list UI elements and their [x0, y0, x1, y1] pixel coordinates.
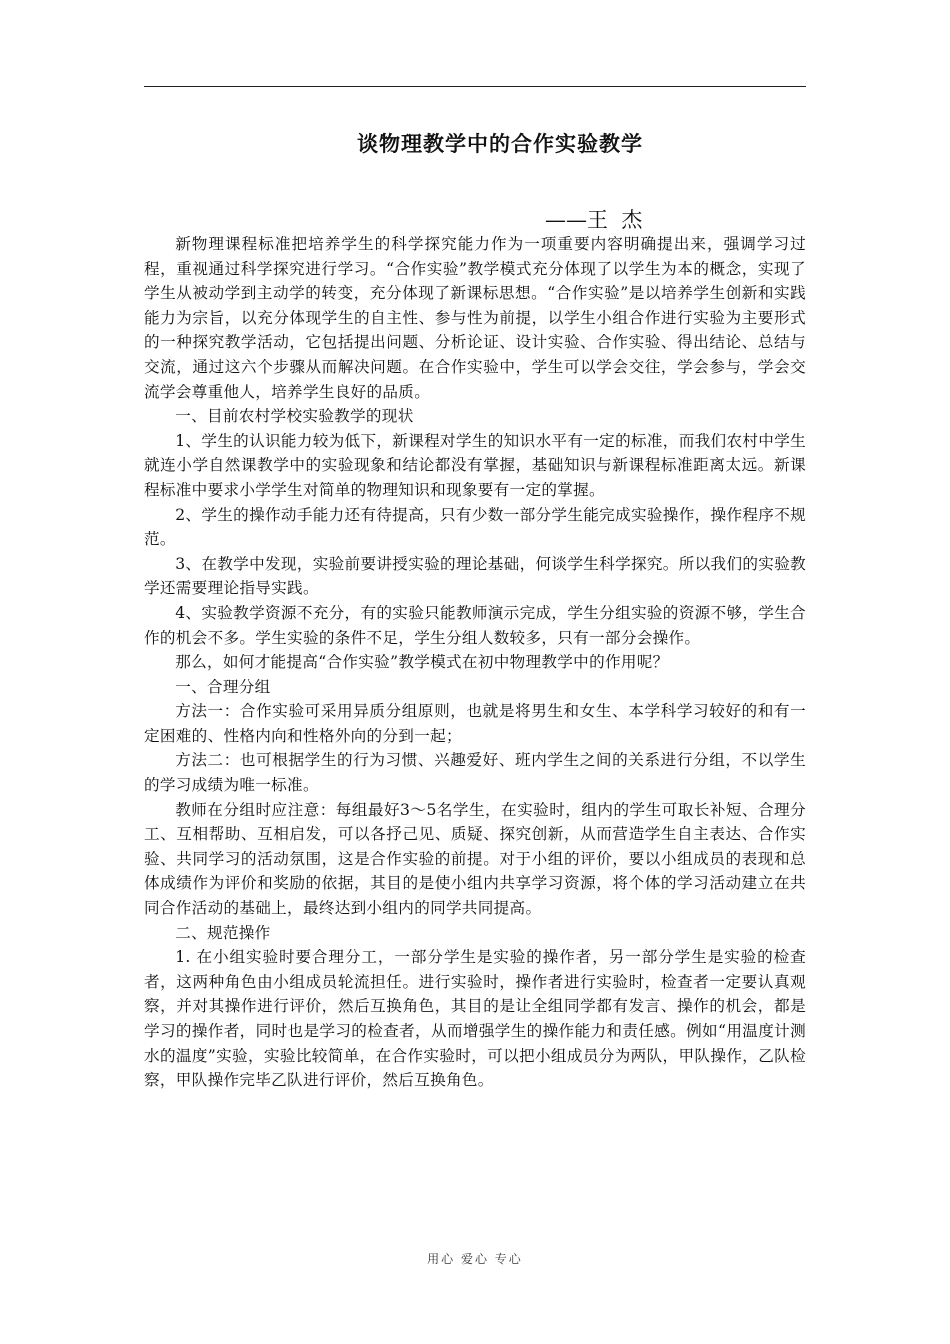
page-footer: 用心 爱心 专心	[427, 1252, 523, 1266]
document-author: ——王 杰	[545, 208, 643, 232]
section-heading-status: 一、目前农村学校实验教学的现状	[175, 407, 414, 426]
paragraph-method-2: 方法二：也可根据学生的行为习惯、兴趣爱好、班内学生之间的关系进行分组，不以学生的学习成绩为唯一标准。	[144, 751, 806, 795]
header-rule	[144, 86, 806, 87]
document-body	[144, 232, 806, 1093]
paragraph-operation-1: 1. 在小组实验时要合理分工，一部分学生是实验的操作者，另一部分学生是实验的检查者，这两种角色由小组成员轮流担任。进行实验时，操作者进行实验时，检查者一定要认真观察，并对其操作进行评价，然后互换角色，其目的是让全组同学都有发言、操作的机会，都是学习的操作者，同时也是学习的检查者，从而增强学生的操作能力和责任感。例如“用温度计测水的温度”实验，实验比较简单，在合作实验时，可以把小组成员分为两队，甲队操作，乙队检察，甲队操作完毕乙队进行评价，然后互换角色。	[144, 948, 806, 1090]
paragraph-intro: 新物理课程标准把培养学生的科学探究能力作为一项重要内容明确提出来，强调学习过程，重视通过科学探究进行学习。“合作实验”教学模式充分体现了以学生为本的概念，实现了学生从被动学到主动学的转变，充分体现了新课标思想。“合作实验”是以培养学生创新和实践能力为宗旨，以充分体现学生的自主性、参与性为前提，以学生小组合作进行实验为主要形式的一种探究教学活动，它包括提出问题、分析论证、设计实验、合作实验、得出结论、总结与交流，通过这六个步骤从而解决问题。在合作实验中，学生可以学会交往，学会参与，学会交流学会尊重他人，培养学生良好的品质。	[144, 235, 806, 401]
paragraph-status-2: 2、学生的操作动手能力还有待提高，只有少数一部分学生能完成实验操作，操作程序不规范。	[144, 505, 806, 549]
paragraph-status-3: 3、在教学中发现，实验前要讲授实验的理论基础，何谈学生科学探究。所以我们的实验教学还需要理论指导实践。	[144, 554, 806, 598]
paragraph-method-1: 方法一：合作实验可采用异质分组原则，也就是将男生和女生、本学科学习较好的和有一定困难的、性格内向和性格外向的分到一起；	[144, 702, 806, 745]
document-title: 谈物理教学中的合作实验教学	[357, 132, 643, 156]
paragraph-status-4: 4、实验教学资源不充分，有的实验只能教师演示完成，学生分组实验的资源不够，学生合作的机会不多。学生实验的条件不足，学生分组人数较多，只有一部分会操作。	[144, 603, 806, 647]
paragraph-grouping-notes: 教师在分组时应注意：每组最好3～5名学生，在实验时，组内的学生可取长补短、合理分工、互相帮助、互相启发，可以各抒己见、质疑、探究创新，从而营造学生自主表达、合作实验、共同学习的活动氛围，这是合作实验的前提。对于小组的评价，要以小组成员的表现和总体成绩作为评价和奖励的依据，其目的是使小组内共享学习资源，将个体的学习活动建立在共同合作活动的基础上，最终达到小组内的同学共同提高。	[144, 800, 806, 918]
section-heading-operation: 二、规范操作	[175, 923, 271, 942]
paragraph-status-1: 1、学生的认识能力较为低下，新课程对学生的知识水平有一定的标准，而我们农村中学生就连小学自然课教学中的实验现象和结论都没有掌握，基础知识与新课程标准距离太远。新课程标准中要求小学学生对简单的物理知识和现象要有一定的掌握。	[144, 431, 806, 499]
section-heading-grouping: 一、合理分组	[175, 677, 271, 696]
paragraph-question: 那么，如何才能提高“合作实验”教学模式在初中物理教学中的作用呢？	[175, 653, 669, 672]
